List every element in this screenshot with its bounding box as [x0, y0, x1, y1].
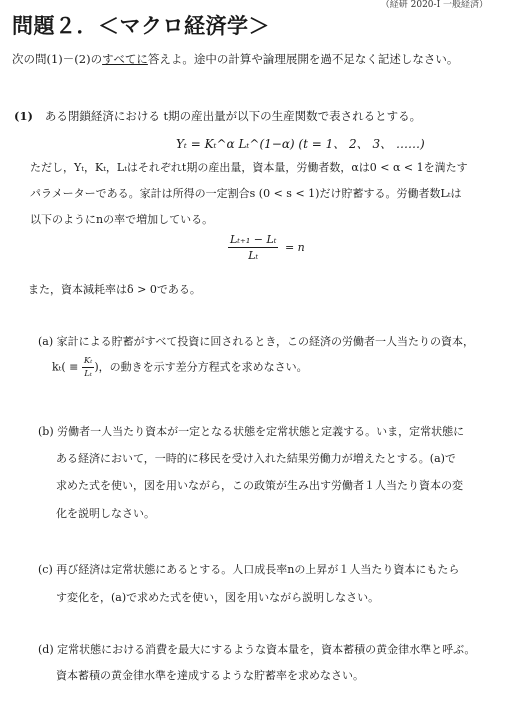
- question-1-line-2: ただし，Yₜ，Kₜ，Lₜはそれぞれt期の産出量，資本量，労働者数，αは0 < α < 1を満たす: [30, 161, 468, 174]
- sub-question-b-line-2: ある経済において，一時的に移民を受け入れた結果労働力が増えたとする。(a)で: [56, 452, 456, 465]
- sub-question-a-line-1: (a) 家計による貯蓄がすべて投資に回されるとき，この経済の労働者一人当たりの資本，: [38, 335, 474, 348]
- sub-question-c-line-1: (c) 再び経済は定常状態にあるとする。人口成長率nの上昇が１人当たり資本にもたら: [38, 563, 460, 576]
- question-1-label: (1): [14, 109, 33, 123]
- production-function-equation: Yₜ = Kₜ^α Lₜ^(1−α) (t = 1、 2、 3、 ……): [176, 137, 425, 151]
- per-worker-capital-denominator: Lₜ: [84, 369, 92, 379]
- per-worker-capital-fraction: [82, 356, 94, 379]
- labor-growth-equation: [228, 233, 305, 262]
- header-note: （経研 2020-I 一般経済）: [380, 0, 488, 10]
- sub-question-a-suffix: )，の動きを示す差分方程式を求めなさい。: [94, 360, 308, 374]
- per-worker-capital-numerator: Kₜ: [83, 356, 93, 366]
- labor-growth-numerator: Lₜ₊₁ − Lₜ: [230, 233, 277, 246]
- labor-growth-denominator: Lₜ: [248, 249, 259, 262]
- sub-question-d-line-2: 資本蓄積の黄金律水準を達成するような貯蓄率を求めなさい。: [56, 669, 364, 682]
- sub-question-d-line-1: (d) 定常状態における消費を最大にするような資本量を，資本蓄積の黄金律水準と呼ぶ。: [38, 643, 476, 656]
- sub-question-b-line-4: 化を説明しなさい。: [56, 507, 155, 520]
- instructions-post: 答えよ。途中の計算や論理展開を過不足なく記述しなさい。: [147, 52, 459, 66]
- question-1-intro-text: ある閉鎖経済における t期の産出量が以下の生産関数で表されるとする。: [44, 109, 422, 123]
- instructions-pre: 次の問(1)－(2)の: [12, 52, 103, 66]
- question-1-line-4: 以下のようにnの率で増加している。: [30, 213, 214, 226]
- question-1-line-3: パラメーターである。家計は所得の一定割合s (0 < s < 1)だけ貯蓄する。労働者数Lₜは: [30, 187, 462, 200]
- sub-question-b-line-1: (b) 労働者一人当たり資本が一定となる状態を定常状態と定義する。いま，定常状態に: [38, 425, 465, 438]
- sub-question-a-prefix: kₜ( ≡: [52, 360, 82, 374]
- instructions: [12, 51, 458, 67]
- sub-question-a-line-2: [52, 356, 308, 379]
- question-1-intro: [14, 108, 421, 124]
- question-1-line-5: また，資本減耗率はδ > 0である。: [28, 283, 201, 296]
- labor-growth-rhs: = n: [284, 240, 305, 254]
- labor-growth-fraction: [228, 233, 278, 262]
- sub-question-b-line-3: 求めた式を使い，図を用いながら，この政策が生み出す労働者１人当たり資本の変: [56, 479, 463, 492]
- page-title: 問題２．＜マクロ経済学＞: [12, 13, 270, 38]
- sub-question-c-line-2: す変化を，(a)で求めた式を使い，図を用いながら説明しなさい。: [56, 591, 380, 604]
- instructions-underlined: すべてに: [102, 52, 148, 66]
